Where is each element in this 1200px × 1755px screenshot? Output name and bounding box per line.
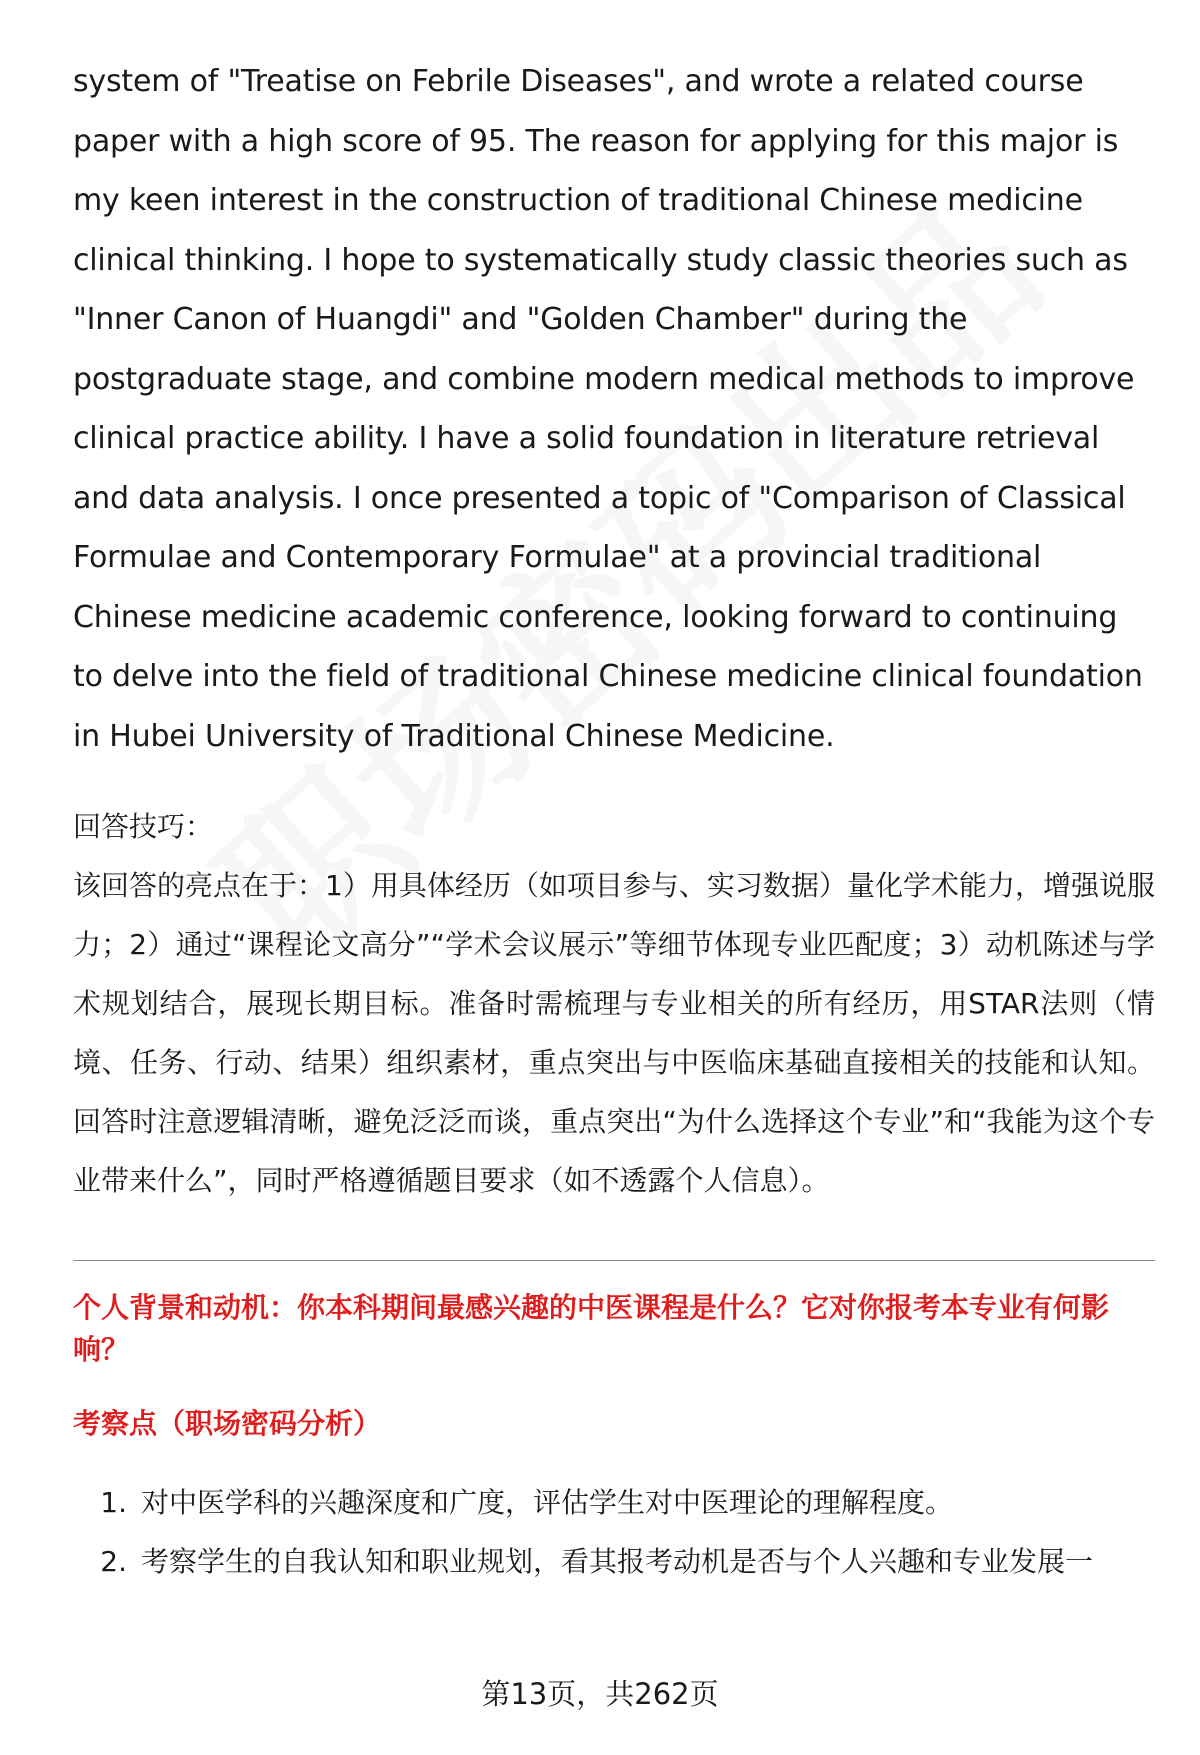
list-item [73, 1473, 1155, 1532]
list-item [73, 1532, 1155, 1591]
list-item-text: 考察学生的自我认知和职业规划，看其报考动机是否与个人兴趣和专业发展一 [141, 1545, 1094, 1578]
tips-paragraph: 该回答的亮点在于：1）用具体经历（如项目参与、实习数据）量化学术能力，增强说服力；2）通过“课程论文高分”“学术会议展示”等细节体现专业匹配度；3）动机陈述与学术规划结合，展现长期目标。准备时需梳理与专业相关的所有经历，用STAR法则（情境、任务、行动、结果）组织素材，重点突出与中医临床基础直接相关的技能和认知。回答时注意逻辑清晰，避免泛泛而谈，重点突出“为什么选择这个专业”和“我能为这个专业带来什么”，同时严格遵循题目要求（如不透露个人信息）。 [73, 869, 1155, 1197]
document-page [73, 52, 1155, 1591]
list-number: 1. [100, 1486, 127, 1519]
points-list [73, 1473, 1155, 1591]
question-heading: 个人背景和动机：你本科期间最感兴趣的中医课程是什么？它对你报考本专业有何影响？ [73, 1291, 1110, 1366]
section-divider [73, 1260, 1155, 1261]
tips-label: 回答技巧： [73, 810, 214, 843]
section-title: 考察点（职场密码分析） [73, 1407, 382, 1440]
answer-paragraph: system of "Treatise on Febrile Diseases", and wrote a related course paper with a high score of 95. The reason for applying for this major is my keen interest in the construction of traditional Chinese medicine clinical thinking. I hope to systematically study classic theories such as "Inner Canon of Huangdi" and "Golden Chamber" during the postgraduate stage, and combine modern medical methods to improve clinical practice ability. I have a solid foundation in literature retrieval and data analysis. I once presented a topic of "Comparison of Classical Formulae and Contemporary Formulae" at a provincial traditional Chinese medicine academic conference, looking forward to continuing to delve into the field of traditional Chinese medicine clinical foundation in Hubei University of Traditional Chinese Medicine. [73, 64, 1143, 754]
list-number: 2. [100, 1545, 127, 1578]
page-number: 第13页，共262页 [481, 1677, 719, 1711]
list-item-text: 对中医学科的兴趣深度和广度，评估学生对中医理论的理解程度。 [141, 1486, 954, 1519]
